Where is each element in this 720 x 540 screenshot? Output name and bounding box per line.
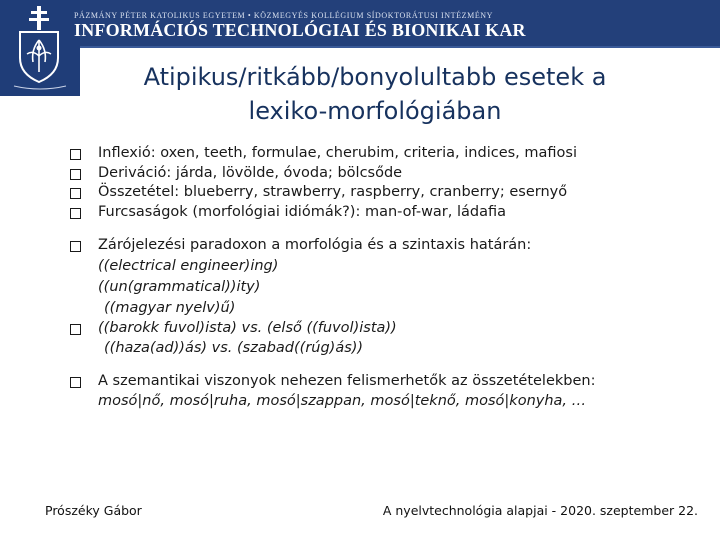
bullet-semantic	[70, 372, 710, 392]
slide-title-line2: lexiko-morfológiában	[248, 97, 502, 125]
slide-content	[70, 144, 710, 410]
header-accent-line	[0, 46, 720, 48]
bullet-text: Zárójelezési paradoxon a morfológia és a szintaxis határán:	[98, 237, 532, 253]
checkbox-bullet-icon	[70, 149, 81, 160]
bullet-text: Deriváció: járda, lövölde, óvoda; bölcsőde	[98, 164, 403, 181]
bullet-text: Inflexió: oxen, teeth, formulae, cherubim, criteria, indices, mafiosi	[98, 145, 577, 161]
checkbox-bullet-icon	[70, 377, 81, 388]
slide-title	[90, 60, 660, 128]
example-line: ((electrical engineer)ing)	[98, 257, 279, 274]
bullet-text: Furcsaságok (morfológiai idiómák?): man-of-war, ládafia	[98, 203, 507, 220]
checkbox-bullet-icon	[70, 324, 81, 335]
example-line: ((un(grammatical))ity)	[98, 278, 261, 295]
bullet-bracketing	[70, 236, 710, 256]
checkbox-bullet-icon	[70, 208, 81, 219]
spacer	[70, 222, 710, 236]
bullet-furcsasagok	[70, 203, 710, 223]
checkbox-bullet-icon	[70, 188, 81, 199]
bullet-osszetetel	[70, 183, 710, 203]
footer-course-date: A nyelvtechnológia alapjai - 2020. szeptember 22.	[382, 503, 698, 518]
example-line: ((magyar nyelv)ű)	[104, 299, 236, 316]
checkbox-bullet-icon	[70, 169, 81, 180]
bullet-text: Összetétel: blueberry, strawberry, raspberry, cranberry; esernyő	[98, 184, 568, 200]
semantic-examples: mosó|nő, mosó|ruha, mosó|szappan, mosó|teknő, mosó|konyha, …	[98, 392, 587, 409]
institution-line: PÁZMÁNY PÉTER KATOLIKUS EGYETEM • KÖZMEGYÉS KOLLÉGIUM SÍDOKTORÁTUSI INTÉZMÉNY	[74, 11, 494, 20]
bullet-inflexio	[70, 144, 710, 164]
checkbox-bullet-icon	[70, 241, 81, 252]
spacer	[70, 359, 710, 372]
bullet-derivacio	[70, 164, 710, 184]
faculty-title: INFORMÁCIÓS TECHNOLÓGIAI ÉS BIONIKAI KAR	[74, 20, 526, 40]
footer-author: Prószéky Gábor	[45, 503, 142, 518]
bullet-text: ((barokk fuvol)ista) vs. (első ((fuvol)ista))	[98, 319, 397, 336]
example-line: ((haza(ad))ás) vs. (szabad((rúg)ás))	[104, 340, 364, 356]
bullet-bracketing-2	[70, 319, 710, 339]
university-crest-icon	[0, 0, 80, 96]
slide-title-line1: Atipikus/ritkább/bonyolultabb esetek a	[143, 63, 607, 91]
bullet-text: A szemantikai viszonyok nehezen felismerhetők az összetételekben:	[98, 373, 596, 389]
